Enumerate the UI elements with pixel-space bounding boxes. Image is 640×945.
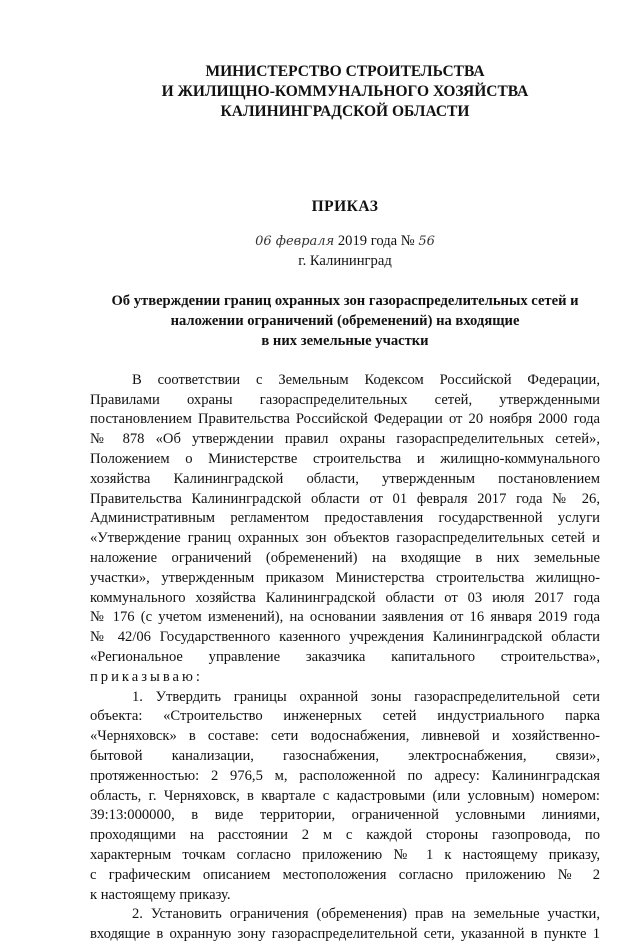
order-subject	[90, 292, 600, 351]
handwritten-date: 06 февраля	[255, 233, 335, 249]
order-body	[90, 371, 600, 945]
body-line: Положением о Министерстве строительства и жилищно-коммунального	[90, 450, 600, 467]
body-line: № 176 (с учетом изменений), на основании заявления от 16 января 2019 года	[90, 609, 600, 626]
body-line: № 878 «Об утверждении правил охраны газораспределительных сетей»,	[90, 431, 600, 448]
body-line: область, г. Черняховск, в квартале с кадастровыми (или условным) номером:	[90, 787, 600, 804]
body-line: 39:13:000000, в виде территории, ограниченной условными линиями,	[90, 807, 600, 824]
body-line: 2. Установить ограничения (обременения) прав на земельные участки,	[132, 906, 600, 923]
body-line: Правительства Калининградской области от 01 февраля 2017 года № 26,	[90, 490, 600, 507]
ministry-line-2: И ЖИЛИЩНО-КОММУНАЛЬНОГО ХОЗЯЙСТВА	[161, 83, 529, 100]
body-line: входящие в охранную зону газораспределительной сети, указанной в пункте 1	[90, 926, 600, 943]
subject-line-2: наложении ограничений (обременений) на входящие	[170, 313, 520, 330]
body-line: хозяйства Калининградской области, утвержденным постановлением	[90, 470, 600, 487]
body-line: с графическим описанием местоположения согласно приложению № 2	[90, 866, 600, 883]
body-line: постановлением Правительства Российской Федерации от 20 ноября 2000 года	[90, 411, 600, 428]
body-line: «Черняховск» в составе: сети водоснабжения, ливневой и хозяйственно-	[90, 728, 600, 745]
body-line: участки», утвержденным приказом Министерства строительства жилищно-	[90, 569, 600, 586]
ministry-header	[90, 62, 600, 122]
order-year: 2019 года №	[337, 232, 415, 249]
order-city: г. Калининград	[298, 252, 392, 269]
subject-line-3: в них земельные участки	[261, 332, 429, 349]
body-line: В соответствии с Земельным Кодексом Российской Федерации,	[132, 371, 600, 388]
body-line: объекта: «Строительство инженерных сетей индустриального парка	[90, 708, 600, 725]
body-line: протяженностью: 2 976,5 м, расположенной по адресу: Калининградская	[90, 767, 600, 784]
document-type-title: ПРИКАЗ	[311, 198, 379, 215]
body-line: 1. Утвердить границы охранной зоны газораспределительной сети	[132, 688, 600, 705]
subject-line-1: Об утверждении границ охранных зон газораспределительных сетей и	[111, 293, 579, 310]
body-line: к настоящему приказу.	[90, 886, 231, 903]
body-line: характерным точкам согласно приложению № 1 к настоящему приказу,	[90, 846, 600, 863]
body-line: Административным регламентом предоставления государственной услуги	[90, 510, 600, 527]
ministry-line-1: МИНИСТЕРСТВО СТРОИТЕЛЬСТВА	[205, 63, 485, 80]
body-line: коммунального хозяйства Калининградской области от 03 июля 2017 года	[90, 589, 600, 606]
handwritten-number: 56	[418, 233, 435, 249]
body-line: «Утверждение границ охранных зон объектов газораспределительных сетей и	[90, 530, 600, 547]
body-line: проходящими на расстоянии 2 м с каждой стороны газопровода, по	[90, 827, 600, 844]
body-line: бытовой канализации, газоснабжения, электроснабжения, связи»,	[90, 747, 600, 764]
body-line: наложение ограничений (обременений) на входящие в них земельные	[90, 549, 600, 566]
body-line: Правилами охраны газораспределительных сетей, утвержденными	[90, 391, 600, 408]
ministry-line-3: КАЛИНИНГРАДСКОЙ ОБЛАСТИ	[220, 103, 470, 120]
body-line: № 42/06 Государственного казенного учреждения Калининградской области	[90, 629, 600, 646]
body-line: «Региональное управление заказчика капитального строительства»,	[90, 648, 600, 665]
order-date-line	[90, 232, 600, 252]
body-line: приказываю:	[90, 668, 203, 685]
